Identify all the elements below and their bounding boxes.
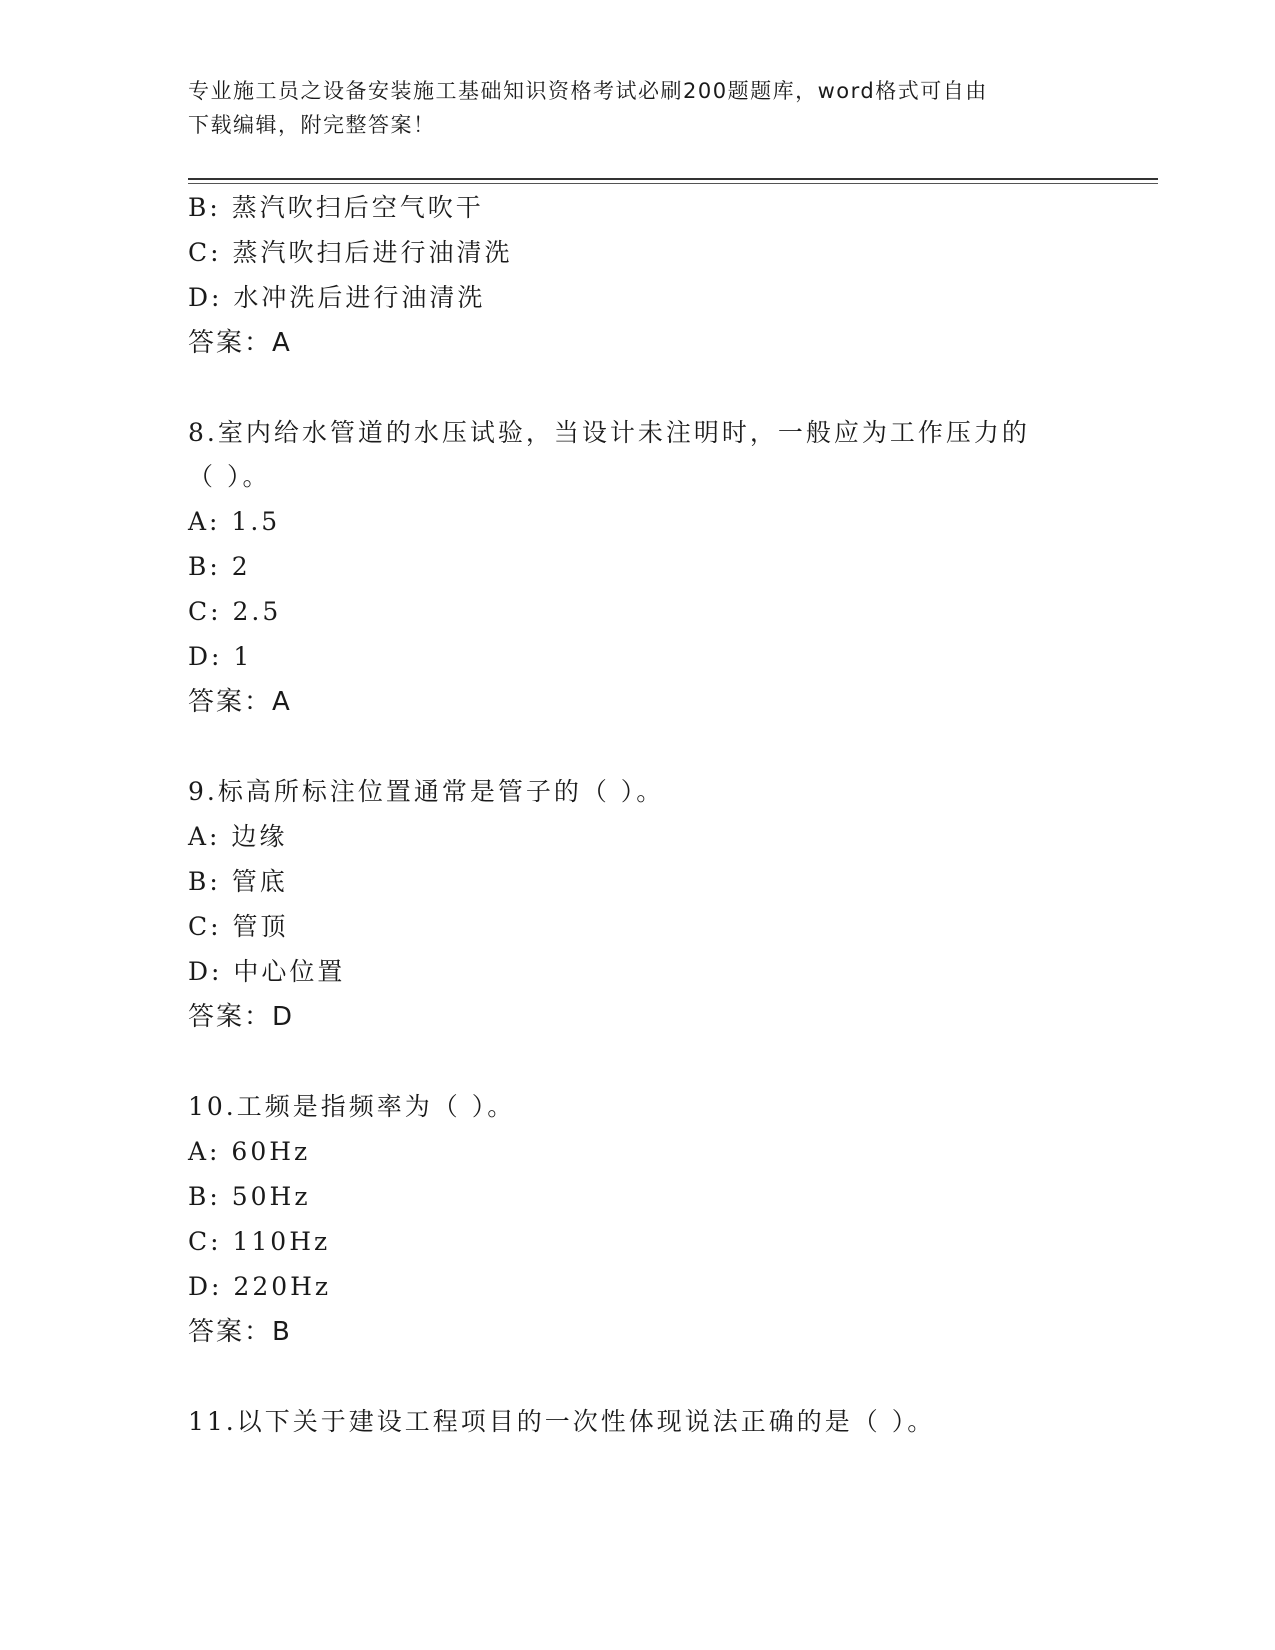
header-line-2: 下载编辑，附完整答案！ bbox=[188, 113, 436, 137]
answer: 答案：B bbox=[188, 1317, 292, 1347]
option-d: D: 水冲洗后进行油清洗 bbox=[188, 283, 486, 312]
option-d: D: 1 bbox=[188, 642, 253, 671]
question-stem: 8.室内给水管道的水压试验，当设计未注明时，一般应为工作压力的 bbox=[188, 418, 1030, 447]
option-b: B: 管底 bbox=[188, 867, 288, 896]
question-stem: 10.工频是指频率为（ ）。 bbox=[188, 1092, 516, 1121]
option-c: C: 2.5 bbox=[188, 597, 282, 626]
document-header bbox=[188, 74, 1068, 142]
header-divider-thin bbox=[188, 183, 1158, 184]
option-c: C: 蒸汽吹扫后进行油清洗 bbox=[188, 238, 513, 267]
option-a: A: 1.5 bbox=[188, 507, 281, 536]
option-a: A: 60Hz bbox=[188, 1137, 311, 1166]
answer: 答案：A bbox=[188, 328, 292, 358]
option-c: C: 110Hz bbox=[188, 1227, 331, 1256]
question-stem: （ ）。 bbox=[188, 462, 271, 491]
option-d: D: 中心位置 bbox=[188, 957, 346, 986]
question-stem: 11.以下关于建设工程项目的一次性体现说法正确的是（ ）。 bbox=[188, 1407, 936, 1436]
option-b: B: 2 bbox=[188, 552, 251, 581]
answer: 答案：A bbox=[188, 687, 292, 717]
option-b: B: 50Hz bbox=[188, 1182, 311, 1211]
option-c: C: 管顶 bbox=[188, 912, 289, 941]
option-a: A: 边缘 bbox=[188, 822, 288, 851]
option-d: D: 220Hz bbox=[188, 1272, 332, 1301]
answer: 答案：D bbox=[188, 1002, 295, 1032]
option-b: B: 蒸汽吹扫后空气吹干 bbox=[188, 193, 484, 222]
header-divider-thick bbox=[188, 178, 1158, 180]
question-stem: 9.标高所标注位置通常是管子的（ ）。 bbox=[188, 777, 665, 806]
header-line-1: 专业施工员之设备安装施工基础知识资格考试必刷200题题库，word格式可自由 bbox=[188, 79, 988, 103]
